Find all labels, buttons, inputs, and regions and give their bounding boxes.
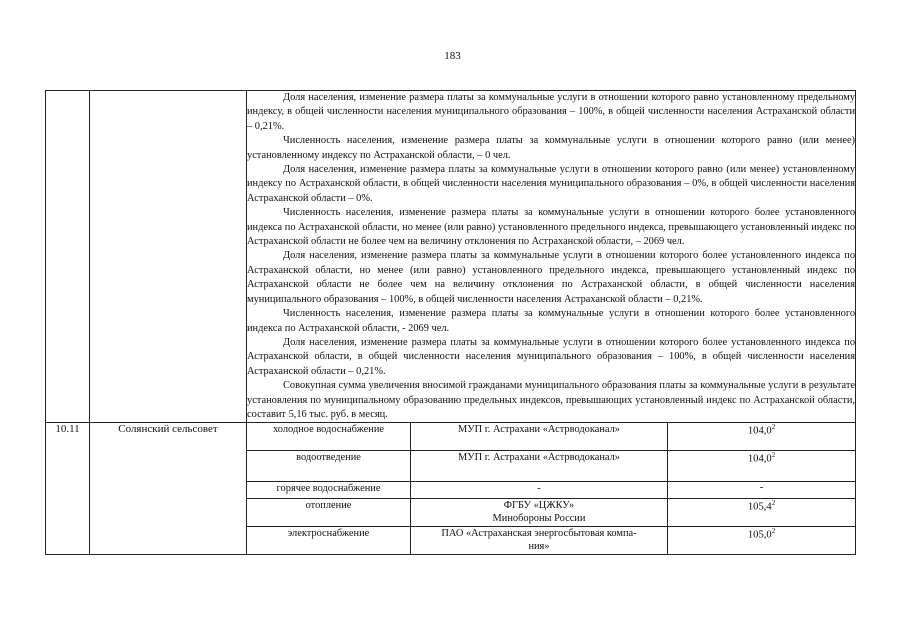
footnote-mark: 2	[771, 423, 776, 432]
tariff-table	[45, 90, 856, 555]
service-name: холодное водоснабжение	[247, 423, 411, 451]
empty-number-cell	[46, 91, 90, 423]
provider-name	[411, 451, 668, 482]
provider-line: МУП г. Астрахани «Астрводоканал»	[458, 452, 620, 464]
service-name: отопление	[247, 499, 411, 527]
index-value: 105,4	[747, 501, 772, 513]
page-number: 183	[444, 50, 461, 62]
settlement-name: Солянский сельсовет	[90, 423, 247, 555]
paragraph: Численность населения, изменение размера платы за коммунальные услуги в отношении которого более установленного индекса по Астраханской области, - 2069 чел.	[247, 308, 856, 334]
footnote-mark: 2	[771, 451, 776, 460]
index-value: -	[759, 482, 764, 494]
tariff-index	[668, 482, 856, 499]
index-value: 104,0	[747, 425, 772, 437]
provider-name	[411, 482, 668, 499]
paragraph: Совокупная сумма увеличения вносимой гражданами муниципального образования платы за коммунальные услуги в результате установления по муниципальному образованию предельных индексов, превышающих установленный индекс по Астраханской области, составит 5,16 тыс. руб. в месяц.	[247, 380, 856, 420]
tariff-index	[668, 451, 856, 482]
empty-name-cell	[90, 91, 247, 423]
paragraph: Доля населения, изменение размера платы за коммунальные услуги в отношении которого более установленного индекса по Астраханской области, в общей численности населения муниципального образования – 100%, в общей численности населения Астраханской области – 0,21%.	[247, 336, 856, 377]
provider-name	[411, 423, 668, 451]
provider-line: МУП г. Астрахани «Астрводоканал»	[458, 424, 620, 436]
tariff-index	[668, 423, 856, 451]
tariff-index	[668, 499, 856, 527]
provider-name	[411, 527, 668, 555]
service-name: водоотведение	[247, 451, 411, 482]
index-value: 105,0	[747, 529, 772, 541]
paragraph: Численность населения, изменение размера платы за коммунальные услуги в отношении которого более установленного индекса по Астраханской области, но менее (или равно) установленного предельного индекса, превышающего установленный индекс по Астраханской области не более чем на величину отклонения по Астраханской области, – 2069 чел.	[247, 207, 856, 248]
provider-line: Минобороны России	[492, 513, 586, 525]
footnote-mark: 2	[771, 499, 776, 508]
provider-line: -	[537, 483, 541, 495]
population-notes-cell	[247, 91, 856, 423]
service-name: электроснабжение	[247, 527, 411, 555]
footnote-mark: 2	[771, 527, 776, 536]
paragraph: Доля населения, изменение размера платы за коммунальные услуги в отношении которого равно (или менее) установленному индексу по Астраханской области, в общей численности населения муниципального образования – 0%, в общей численности населения Астраханской области – 0%.	[247, 164, 856, 204]
entry-number: 10.11	[46, 423, 90, 555]
paragraph: Численность населения, изменение размера платы за коммунальные услуги в отношении которого равно (или менее) установленному индексу по Астраханской области, – 0 чел.	[247, 135, 856, 161]
provider-line: ПАО «Астраханская энергосбытовая компа-	[441, 528, 637, 540]
paragraph: Доля населения, изменение размера платы за коммунальные услуги в отношении которого более установленного индекса по Астраханской области, но менее (или равно) установленного предельного индекса, превышающего установленный индекс по Астраханской области не более чем на величину отклонения по Астраханской области, в общей численности населения муниципального образования – 100%, в общей численности населения Астраханской области – 0,21%.	[247, 250, 856, 305]
paragraph: Доля населения, изменение размера платы за коммунальные услуги в отношении которого равно установленному предельному индексу, в общей численности населения муниципального образования – 100%, в общей численности населения Астраханской области – 0,21%.	[247, 92, 856, 132]
provider-line: ФГБУ «ЦЖКУ»	[503, 500, 575, 512]
index-value: 104,0	[747, 453, 772, 465]
service-row	[46, 423, 856, 451]
continuation-row	[46, 91, 856, 423]
provider-name	[411, 499, 668, 527]
provider-line: ния»	[528, 541, 550, 553]
service-name: горячее водоснабжение	[247, 482, 411, 499]
tariff-index	[668, 527, 856, 555]
